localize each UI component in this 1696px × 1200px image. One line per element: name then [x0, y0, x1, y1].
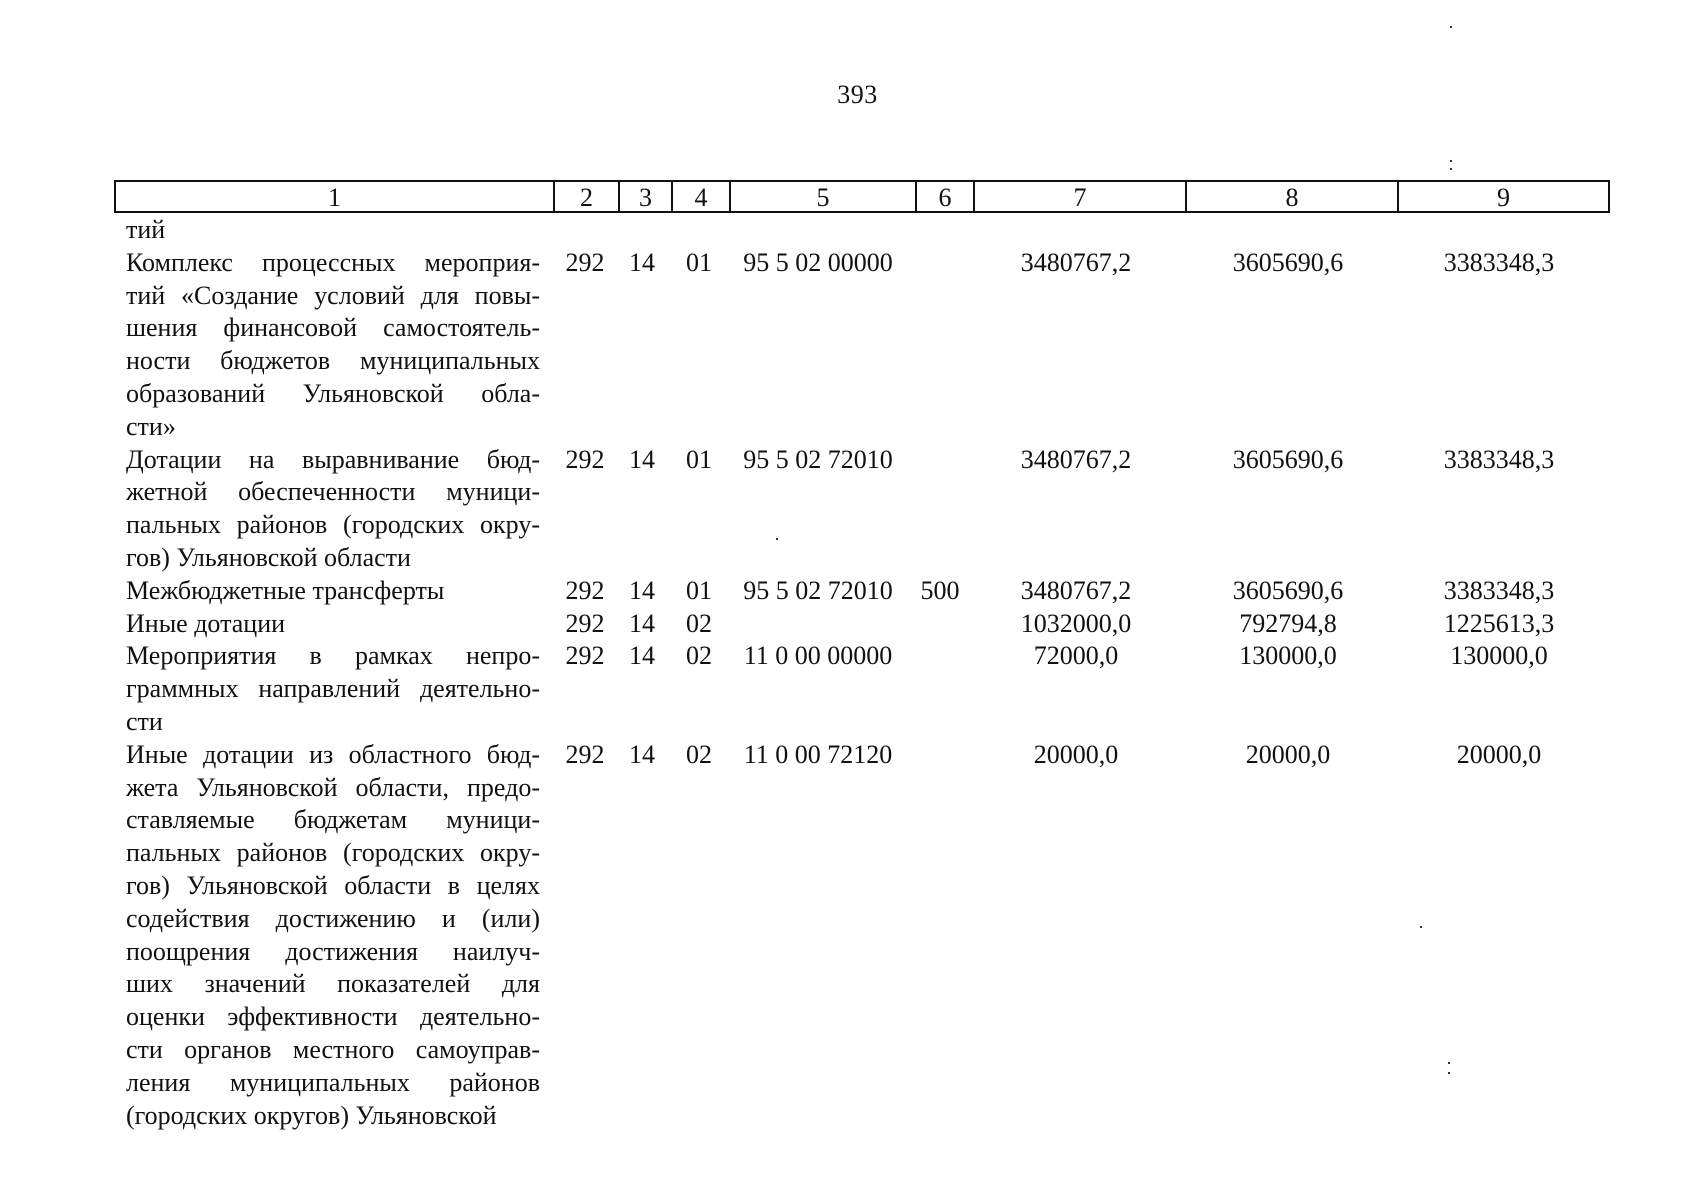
description-line: пальных районов (городских окру- [126, 510, 540, 540]
cell-col-9: 130000,0 [1450, 641, 1548, 671]
cell-col-4: 02 [686, 608, 712, 638]
page-number: 393 [837, 80, 878, 109]
description-line: жета Ульяновской области, предо- [126, 772, 540, 802]
description-line: (городских округов) Ульяновской [126, 1100, 497, 1130]
header-col-3: 3 [620, 182, 673, 211]
cell-col-8: 20000,0 [1245, 739, 1331, 769]
description-line: гов) Ульяновской области [126, 542, 411, 572]
header-col-6: 6 [917, 182, 975, 211]
description-line: сти органов местного самоуправ- [126, 1034, 540, 1064]
cell-col-9: 3383348,3 [1443, 247, 1555, 277]
cell-col-7: 72000,0 [1033, 641, 1119, 671]
cell-col-3: 14 [629, 641, 655, 671]
row-description [126, 640, 540, 738]
row-description [126, 214, 540, 247]
cell-col-5: 11 0 00 72120 [743, 739, 893, 769]
cell-col-7: 3480767,2 [1020, 575, 1132, 605]
cell-col-2: 292 [565, 444, 605, 474]
cell-col-9: 3383348,3 [1443, 444, 1555, 474]
cell-col-4: 02 [686, 641, 712, 671]
cell-col-2: 292 [565, 608, 605, 638]
cell-col-3: 14 [629, 247, 655, 277]
cell-col-8: 792794,8 [1239, 608, 1337, 638]
description-line: образований Ульяновской обла- [126, 378, 540, 408]
header-col-2: 2 [555, 182, 620, 211]
cell-col-9: 1225613,3 [1443, 608, 1555, 638]
cell-col-5: 95 5 02 72010 [743, 575, 893, 605]
description-line: оценки эффективности деятельно- [126, 1002, 540, 1032]
cell-col-2: 292 [565, 247, 605, 277]
cell-col-5: 95 5 02 00000 [743, 247, 893, 277]
description-line: пальных районов (городских окру- [126, 838, 540, 868]
scan-speck [1448, 1062, 1450, 1064]
cell-col-5: 11 0 00 00000 [743, 641, 893, 671]
description-line: Мероприятия в рамках непро- [126, 641, 540, 671]
row-description [126, 575, 540, 608]
description-line: содействия достижению и (или) [126, 903, 540, 933]
description-line: жетной обеспеченности муници- [126, 477, 540, 507]
description-line: ности бюджетов муниципальных [126, 346, 540, 376]
header-col-9: 9 [1497, 183, 1510, 212]
description-line: поощрения достижения наилуч- [126, 936, 540, 966]
scan-speck [1450, 26, 1452, 28]
description-line: сти» [126, 411, 176, 441]
row-description [126, 444, 540, 575]
header-col-5: 5 [731, 182, 917, 211]
cell-col-7: 3480767,2 [1020, 444, 1132, 474]
cell-col-3: 14 [629, 575, 655, 605]
cell-col-4: 01 [686, 575, 712, 605]
header-col-1: 1 [116, 182, 555, 211]
description-line: гов) Ульяновской области в целях [126, 870, 540, 900]
cell-col-4: 01 [686, 444, 712, 474]
row-description [126, 739, 540, 1133]
cell-col-2: 292 [565, 739, 605, 769]
row-description [126, 247, 540, 444]
scan-speck [1448, 1072, 1450, 1074]
description-line: ших значений показателей для [126, 969, 540, 999]
description-line: ставляемые бюджетам муници- [126, 805, 540, 835]
scan-speck [1450, 160, 1452, 162]
cell-col-9: 3383348,3 [1443, 575, 1555, 605]
description-line: ления муниципальных районов [126, 1067, 540, 1097]
description-line: сти [126, 706, 163, 736]
cell-col-8: 3605690,6 [1232, 247, 1344, 277]
scan-speck [1420, 926, 1422, 928]
cell-col-8: 130000,0 [1239, 641, 1337, 671]
cell-col-3: 14 [629, 739, 655, 769]
cell-col-9: 20000,0 [1456, 739, 1542, 769]
cell-col-7: 20000,0 [1033, 739, 1119, 769]
cell-col-7: 3480767,2 [1020, 247, 1132, 277]
cell-col-3: 14 [629, 444, 655, 474]
description-line: тий [126, 215, 166, 244]
cell-col-2: 292 [565, 641, 605, 671]
cell-col-3: 14 [629, 608, 655, 638]
cell-col-4: 01 [686, 247, 712, 277]
description-line: Иные дотации [126, 608, 286, 638]
table-header [114, 180, 1610, 213]
header-col-8: 8 [1187, 182, 1399, 211]
description-line: граммных направлений деятельно- [126, 674, 540, 704]
cell-col-7: 1032000,0 [1020, 608, 1132, 638]
cell-col-5: 95 5 02 72010 [743, 444, 893, 474]
header-col-7: 7 [975, 182, 1187, 211]
cell-col-8: 3605690,6 [1232, 444, 1344, 474]
description-line: шения финансовой самостоятель- [126, 313, 540, 343]
scan-speck [776, 538, 778, 540]
cell-col-2: 292 [565, 575, 605, 605]
description-line: Комплекс процессных мероприя- [126, 247, 540, 277]
description-line: Дотации на выравнивание бюд- [126, 444, 540, 474]
description-line: тий «Создание условий для повы- [126, 280, 540, 310]
row-description [126, 608, 540, 641]
cell-col-6: 500 [920, 575, 960, 605]
scan-speck [1450, 168, 1452, 170]
cell-col-4: 02 [686, 739, 712, 769]
cell-col-8: 3605690,6 [1232, 575, 1344, 605]
description-line: Межбюджетные трансферты [126, 575, 445, 605]
description-line: Иные дотации из областного бюд- [126, 739, 540, 769]
header-col-4: 4 [673, 182, 731, 211]
